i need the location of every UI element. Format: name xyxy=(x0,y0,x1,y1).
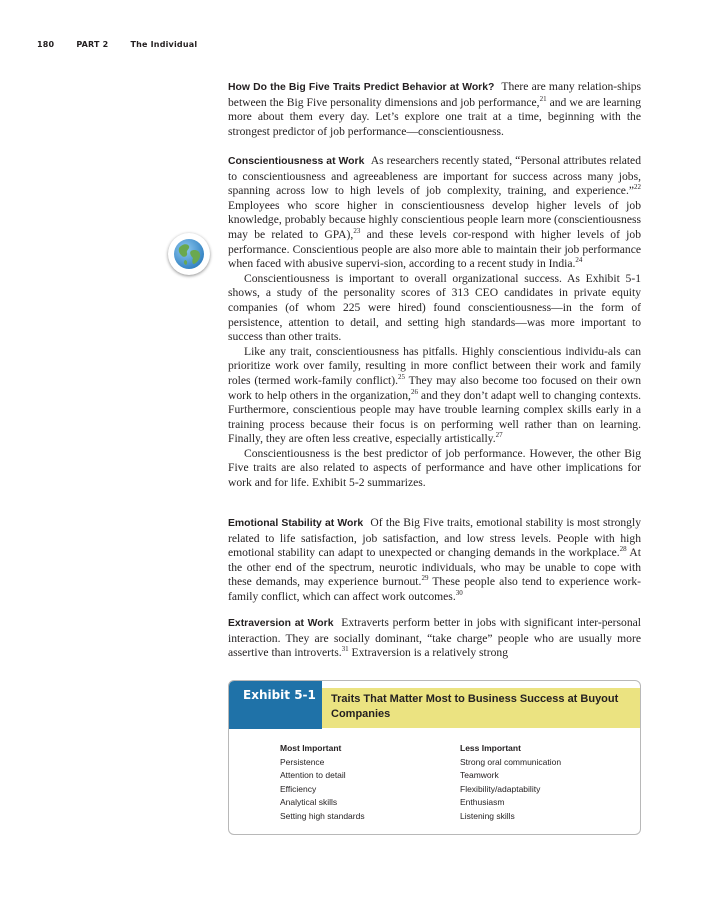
run-in-head: Emotional Stability at Work xyxy=(228,518,364,529)
column-header: Less Important xyxy=(460,743,521,753)
paragraph: How Do the Big Five Traits Predict Behavior at Work? There are many relation-ships between the Big Five personality dimensions and job performance,$^{21}$ and we are learning more about them every day. Let’s explore one trait at a time, beginning with the strongest predictor of job performance—conscientiousness. xyxy=(228,80,642,138)
globe-icon xyxy=(168,233,210,275)
paragraph: Like any trait, conscientiousness has pitfalls. Highly conscientious individu-als can prioritize work over family, resulting in more conflict between their work and family roles (termed work-family conflict).$^{25}$ They may also become too focused on their own work to help others in the organization,$^{26}$ and they don’t adapt well to changing contexts. Furthermore, conscientious people may have trouble learning complex skills early in a training process because their focus is on performing well rather than on learning. Finally, they are often less creative, especially artistically.$^{27}$ xyxy=(228,344,642,446)
footnote-ref: 27 xyxy=(495,431,503,440)
section-conscientiousness xyxy=(228,154,641,491)
footnote-ref: 28 xyxy=(619,545,627,554)
run-in-head: Conscientiousness at Work xyxy=(228,156,365,167)
footnote-ref: 24 xyxy=(575,256,583,265)
list-item: Listening skills xyxy=(460,810,515,821)
list-item: Attention to detail xyxy=(280,770,346,781)
paragraph: Conscientiousness at Work As researchers recently stated, “Personal attributes related to conscientiousness and agreeableness are important for success across many jobs, spanning across low to high levels of job complexity, training, and experience.”$^{22}$ Employees who score higher in conscientiousness develop higher levels of job knowledge, probably because highly conscientious people learn more (conscientiousness may be related to GPA),$^{23}$ and these levels cor-respond with higher levels of job performance. Conscientious people are also more able to maintain their job performance when faced with abusive supervi-sion, according to a recent study in India.$^{24}$ xyxy=(228,154,641,271)
column-header: Most Important xyxy=(280,743,342,753)
list-item: Persistence xyxy=(280,756,325,767)
part-title: The Individual xyxy=(130,40,198,49)
list-item: Analytical skills xyxy=(280,797,338,808)
exhibit-title-bar xyxy=(322,688,641,728)
exhibit-5-1 xyxy=(228,680,641,835)
page-number: 180 xyxy=(37,40,55,49)
less-important-list xyxy=(460,742,561,824)
list-item: Setting high standards xyxy=(280,810,365,821)
paragraph: Emotional Stability at Work Of the Big Five traits, emotional stability is most strongly related to life satisfaction, job satisfaction, and low stress levels. People with high emotional stability can adapt to unexpected or changing demands in the workplace.$^{28}$ At the other end of the spectrum, neurotic individuals, who may be unable to cope with these demands, may experience burnout.$^{29}$ These people also tend to experience work-family conflict, which can affect work outcomes.$^{30}$ xyxy=(228,516,642,603)
footnote-ref: 23 xyxy=(353,227,361,236)
run-in-head: How Do the Big Five Traits Predict Behavior at Work? xyxy=(228,82,495,93)
paragraph: Conscientiousness is important to overall organizational success. As Exhibit 5-1 shows, a study of the personality scores of 313 CEO candidates in private equity companies (of whom 225 were hired) found conscientiousness—in the form of persistence, attention to detail, and setting high standards—was more important to success than other traits. xyxy=(228,271,641,344)
section-emotional-stability xyxy=(228,516,641,605)
exhibit-label: Exhibit 5-1 xyxy=(229,681,322,729)
run-in-head: Extraversion at Work xyxy=(228,618,334,629)
section-predict xyxy=(228,80,641,139)
footnote-ref: 29 xyxy=(421,574,429,583)
list-item: Flexibility/adaptability xyxy=(460,783,541,794)
running-header xyxy=(37,40,219,49)
footnote-ref: 31 xyxy=(341,645,349,654)
list-item: Strong oral communication xyxy=(460,756,562,767)
paragraph: Extraversion at Work Extraverts perform better in jobs with significant inter-personal interaction. They are socially dominant, “take charge” people who are usually more assertive than introverts.$^{31}$ Extraversion is a relatively strong xyxy=(228,616,641,660)
most-important-list xyxy=(280,742,365,824)
footnote-ref: 22 xyxy=(634,183,641,192)
paragraph: Conscientiousness is the best predictor of job performance. However, the other Big Five traits are also related to aspects of performance and have other implications for work and for life. Exhibit 5-2 summarizes. xyxy=(228,446,641,490)
section-extraversion xyxy=(228,616,641,661)
part-label: PART 2 xyxy=(76,40,109,49)
list-item: Efficiency xyxy=(280,783,317,794)
list-item: Enthusiasm xyxy=(460,797,505,808)
footnote-ref: 25 xyxy=(398,373,406,382)
exhibit-title: Traits That Matter Most to Business Success at Buyout Companies xyxy=(331,693,619,720)
footnote-ref: 30 xyxy=(455,589,463,598)
footnote-ref: 21 xyxy=(539,94,547,103)
footnote-ref: 26 xyxy=(410,387,418,396)
list-item: Teamwork xyxy=(460,770,499,781)
